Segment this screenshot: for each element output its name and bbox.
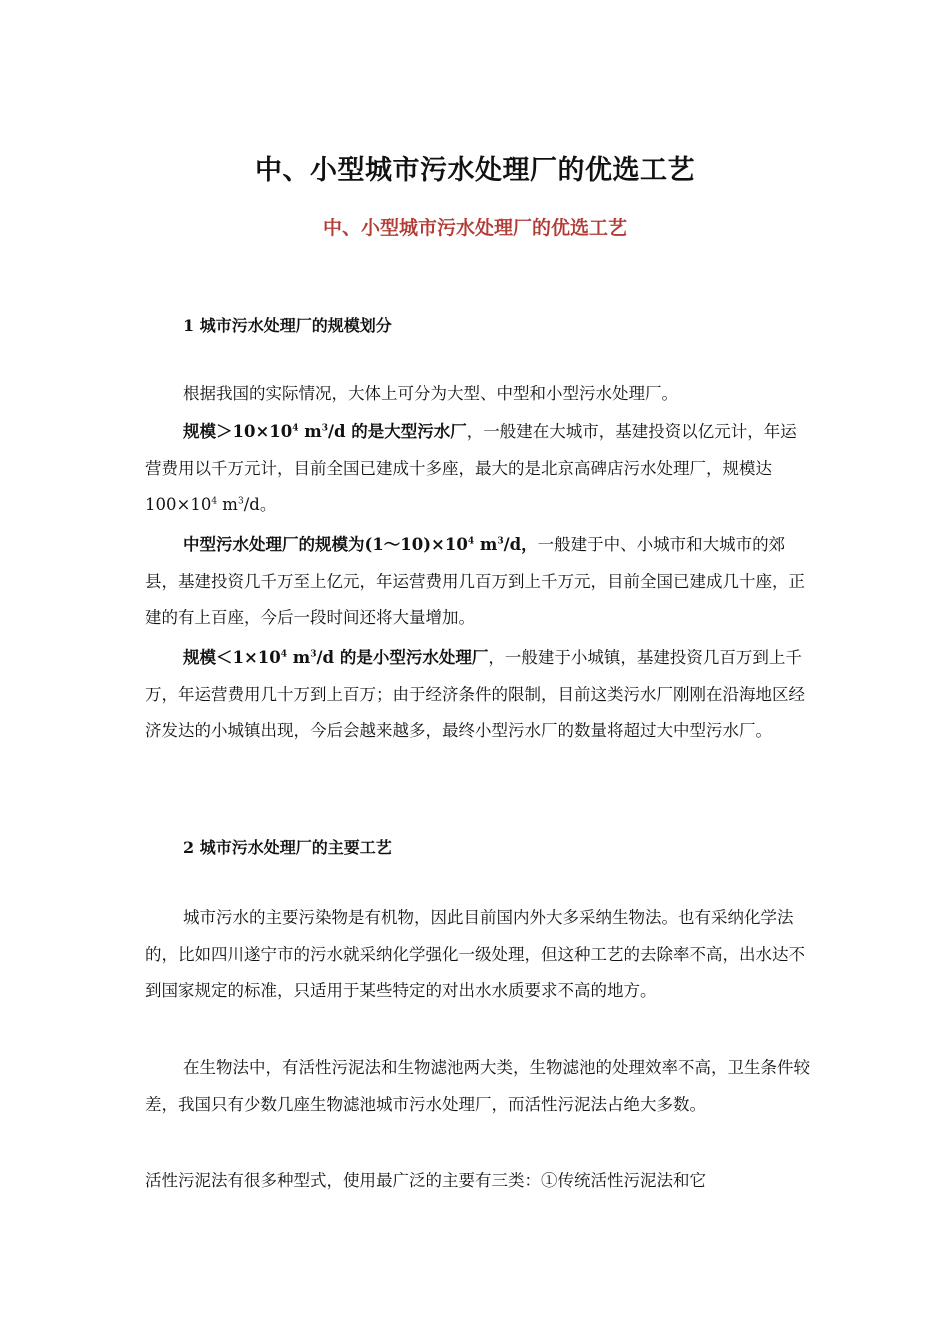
section-1-paragraph-2: 规模$>10\times 10^4$ $m^3/d$ 的是大型污水厂，一般建在大城市，基建投资以亿元计，年运营费用以千万元计，目前全国已建成十多座，最大的是北京高碑店污水处理厂，规模达 $100\times 10^4$ $m^3/d$。 xyxy=(145,422,797,514)
section-1-paragraph-1: 根据我国的实际情况，大体上可分为大型、中型和小型污水处理厂。 xyxy=(183,384,678,403)
document-subtitle: 中、小型城市污水处理厂的优选工艺 xyxy=(322,217,627,239)
small-plant-definition: 规模$<1\times 10^4$ $m^3/d$ 的是小型污水处理厂 xyxy=(183,648,489,667)
section-1-heading: 1 城市污水处理厂的规模划分 xyxy=(183,316,392,335)
large-plant-definition: 规模$>10\times 10^4$ $m^3/d$ 的是大型污水厂 xyxy=(183,422,467,441)
section-1-paragraph-3: 中型污水处理厂的规模为$(1\sim 10)\times 10^4$ $m^3/d$，一般建于中、小城市和大城市的郊县，基建投资几千万至上亿元，年运营费用几百万到上千万元，目前全国已建成几十座，正建的有上百座，今后一段时间还将大量增加。 xyxy=(145,535,805,627)
section-2-paragraph-3: 活性污泥法有很多种型式，使用最广泛的主要有三类：①传统活性污泥法和它 xyxy=(145,1171,706,1190)
medium-plant-definition: 中型污水处理厂的规模为$(1\sim 10)\times 10^4$ $m^3/d$， xyxy=(183,535,538,554)
section-2-heading: 2 城市污水处理厂的主要工艺 xyxy=(183,838,392,857)
document-title: 中、小型城市污水处理厂的优选工艺 xyxy=(255,155,695,186)
section-1-paragraph-4: 规模$<1\times 10^4$ $m^3/d$ 的是小型污水处理厂，一般建于小城镇，基建投资几百万到上千万，年运营费用几十万到上百万；由于经济条件的限制，目前这类污水厂刚刚在沿海地区经济发达的小城镇出现，今后会越来越多，最终小型污水厂的数量将超过大中型污水厂。 xyxy=(145,648,805,740)
section-2-paragraph-2: 在生物法中，有活性污泥法和生物滤池两大类，生物滤池的处理效率不高，卫生条件较差，我国只有少数几座生物滤池城市污水处理厂，而活性污泥法占绝大多数。 xyxy=(145,1058,810,1114)
section-2-paragraph-1: 城市污水的主要污染物是有机物，因此目前国内外大多采纳生物法。也有采纳化学法的，比如四川遂宁市的污水就采纳化学强化一级处理，但这种工艺的去除率不高，出水达不到国家规定的标准，只适用于某些特定的对出水水质要求不高的地方。 xyxy=(145,908,805,1000)
